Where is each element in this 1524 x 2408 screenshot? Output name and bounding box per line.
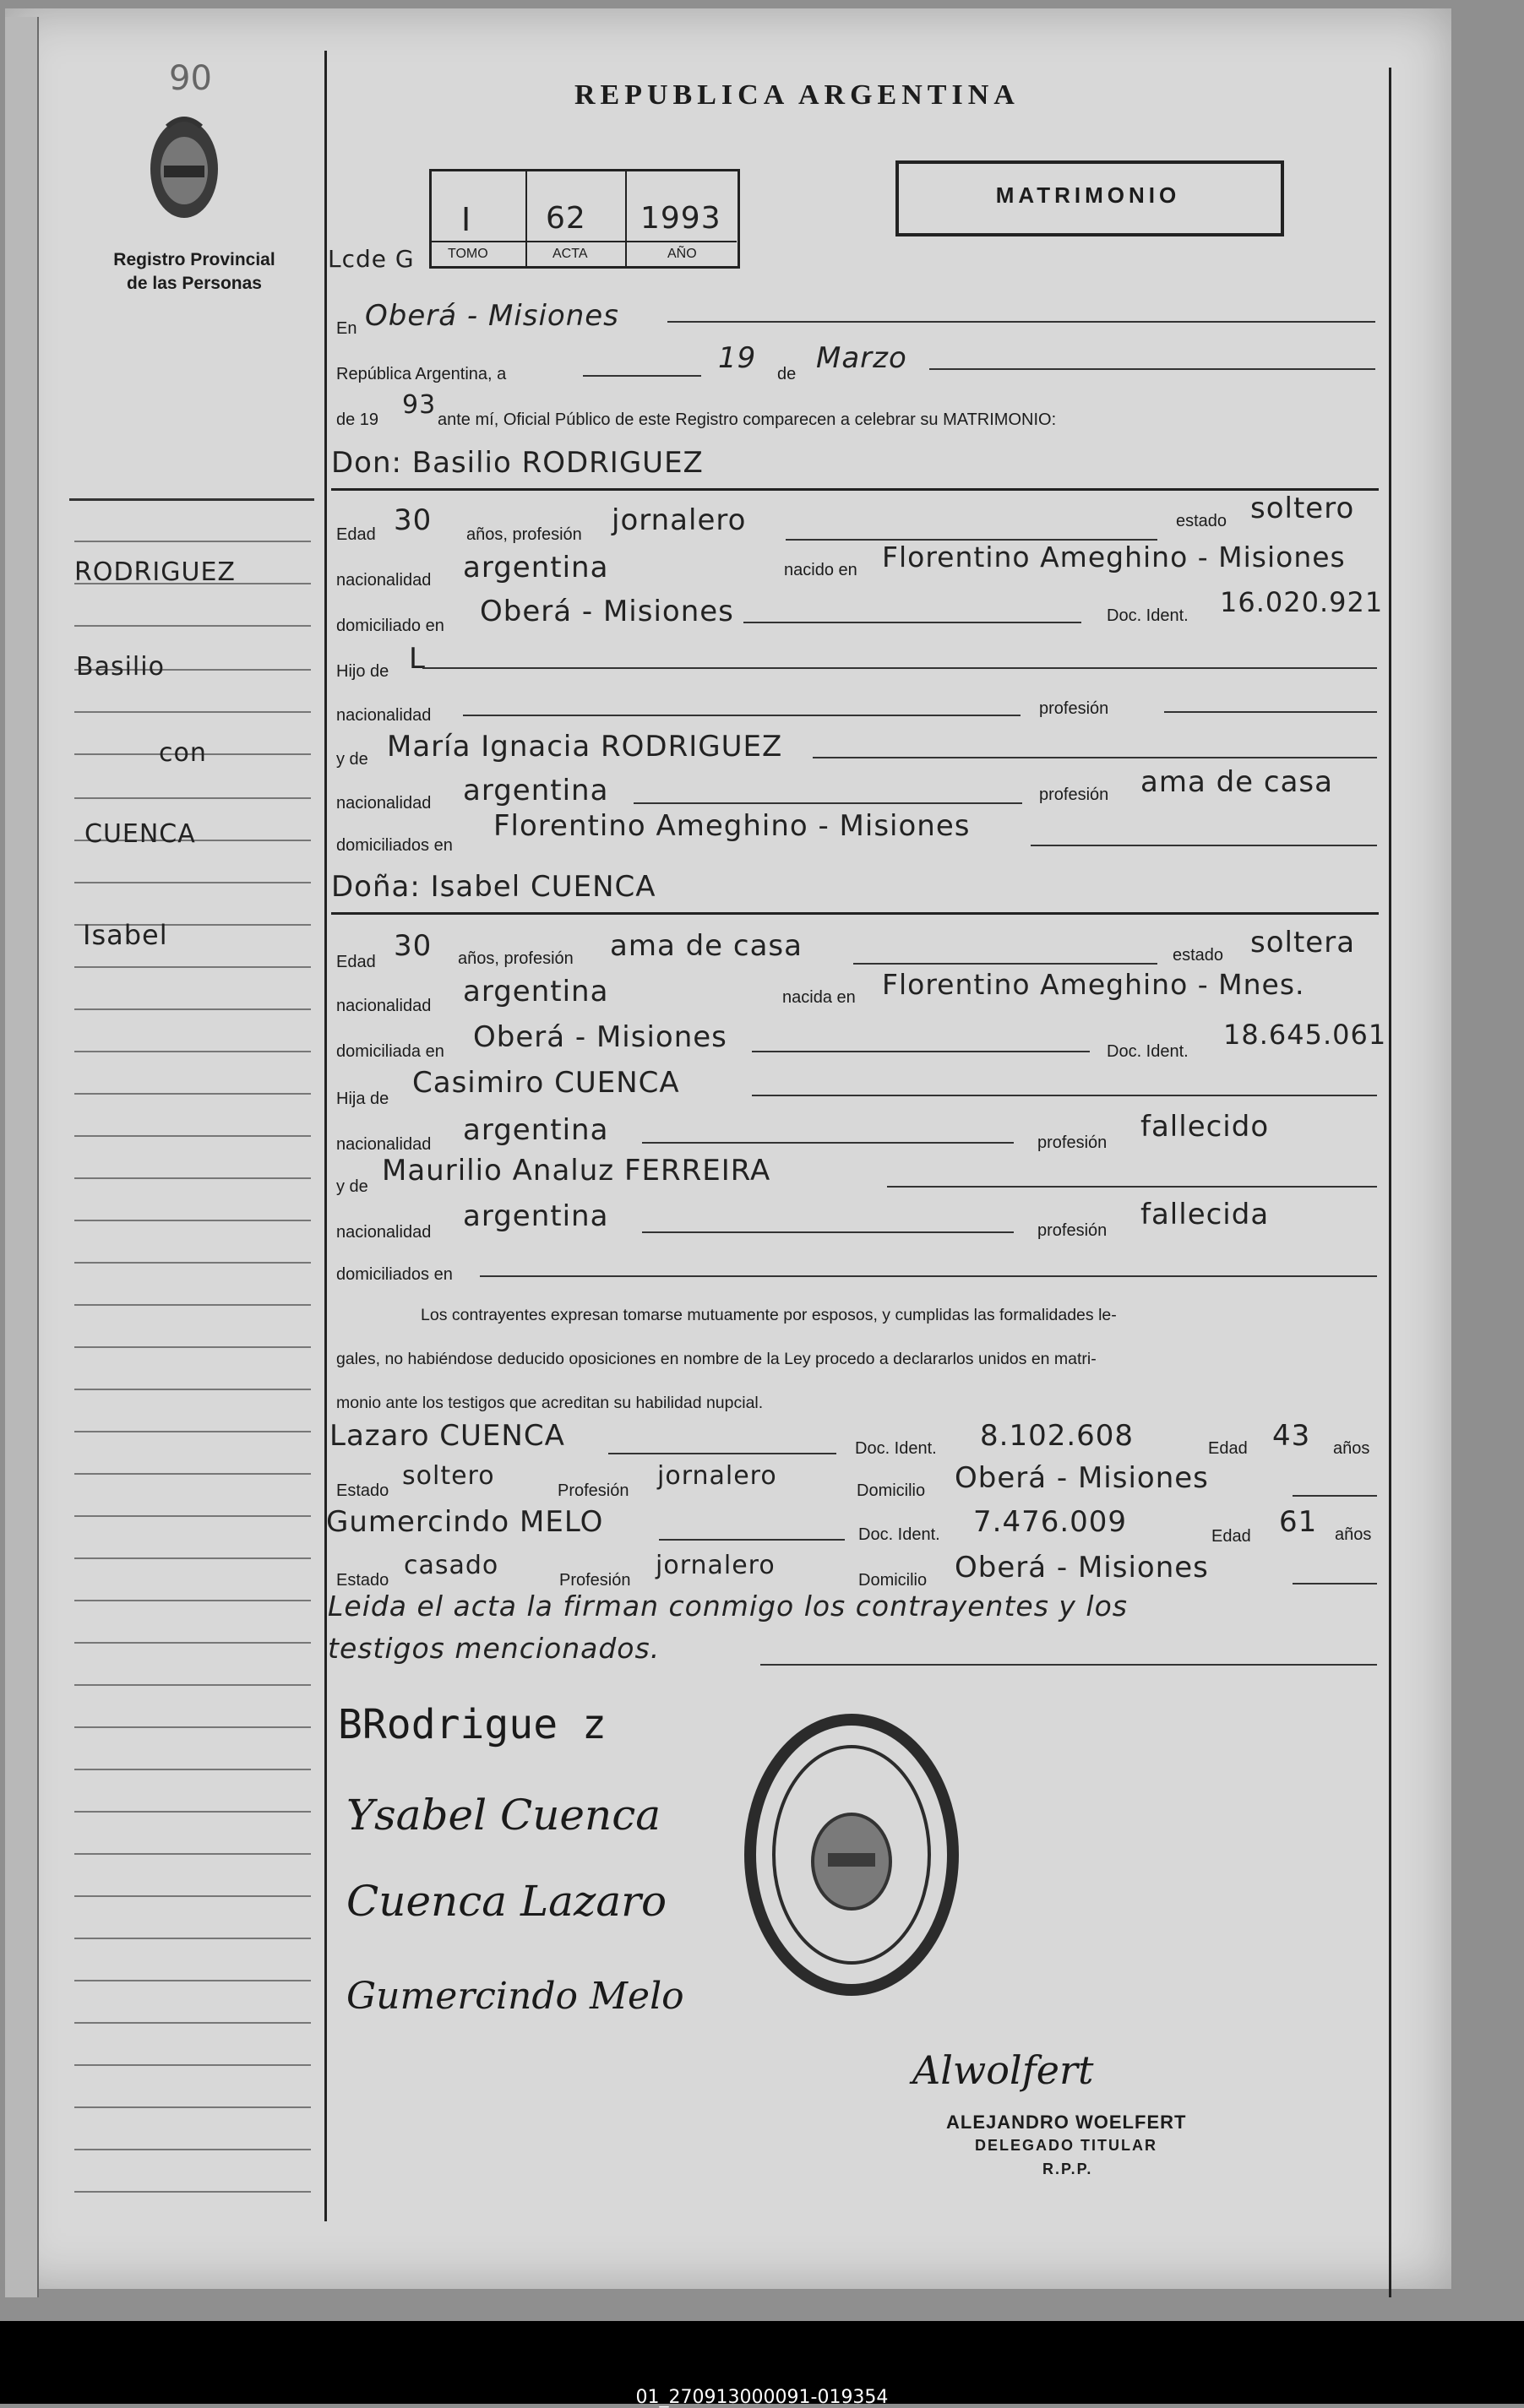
bride-father: Casimiro CUENCA xyxy=(412,1066,680,1100)
groom-hijo-label: Hijo de xyxy=(336,662,389,681)
bride-estado-label: estado xyxy=(1173,946,1224,965)
margin-rule xyxy=(74,1938,311,1939)
margin-rule xyxy=(74,1008,311,1010)
acta-label: ACTA xyxy=(552,247,588,261)
groom-profession: jornalero xyxy=(612,503,747,537)
margin-rule xyxy=(74,625,311,627)
margin-rule xyxy=(74,1389,311,1390)
bride-mother-nat-label: nacionalidad xyxy=(336,1223,432,1242)
margin-rule xyxy=(74,1262,311,1264)
margin-rule xyxy=(74,1895,311,1897)
rule xyxy=(1293,1583,1377,1584)
witness2-age: 61 xyxy=(1279,1505,1318,1539)
republica-label: República Argentina, a xyxy=(336,365,507,383)
bride-signature: Ysabel Cuenca xyxy=(346,1791,661,1840)
rule xyxy=(634,802,1022,804)
bride-estado: soltera xyxy=(1250,926,1356,959)
bride-nationality: argentina xyxy=(463,975,609,1008)
rule-month xyxy=(929,368,1375,370)
margin-rule xyxy=(74,797,311,799)
rule xyxy=(422,667,1377,669)
margin-rule xyxy=(74,1726,311,1728)
margin-bride-surname: CUENCA xyxy=(84,819,196,849)
margin-rule xyxy=(74,2064,311,2066)
ano-label: AÑO xyxy=(667,247,697,261)
groom-parents-dom: Florentino Ameghino - Misiones xyxy=(493,809,971,843)
rule xyxy=(659,1539,845,1541)
witness1-name: Lazaro CUENCA xyxy=(329,1419,565,1453)
closing-line1: Leida el acta la firman conmigo los contrayentes y los xyxy=(328,1590,1128,1623)
book-spine xyxy=(5,17,39,2297)
bride-birthplace: Florentino Ameghino - Mnes. xyxy=(882,968,1305,1001)
bride-age: 30 xyxy=(394,929,433,963)
margin-conj: con xyxy=(159,738,207,768)
witness2-name: Gumercindo MELO xyxy=(326,1505,604,1539)
bride-mother-nat: argentina xyxy=(463,1199,609,1233)
bride-anos-profesion: años, profesión xyxy=(458,949,574,968)
rule xyxy=(743,622,1081,623)
bride-domicile: Oberá - Misiones xyxy=(473,1020,727,1054)
groom-mother-nat-label: nacionalidad xyxy=(336,794,432,813)
bride-edad-label: Edad xyxy=(336,953,376,971)
margin-rule xyxy=(74,711,311,713)
groom-birthplace: Florentino Ameghino - Misiones xyxy=(882,541,1346,573)
bride-mother-prof: fallecida xyxy=(1140,1198,1270,1231)
ano-value: 1993 xyxy=(640,201,721,236)
groom-anos-profesion: años, profesión xyxy=(466,525,582,544)
margin-rule xyxy=(74,1304,311,1306)
en-label: En xyxy=(336,319,357,338)
margin-rule xyxy=(74,882,311,883)
witness2-prof-label: Profesión xyxy=(559,1571,631,1590)
witness1-profession: jornalero xyxy=(657,1461,777,1491)
bride-father-nat-label: nacionalidad xyxy=(336,1135,432,1154)
declaration-line1: Los contrayentes expresan tomarse mutuamente por esposos, y cumplidas las formalidades le- xyxy=(421,1306,1117,1324)
margin-groom-name: Basilio xyxy=(76,652,165,682)
witness2-signature: Gumercindo Melo xyxy=(346,1975,684,2018)
margin-rule xyxy=(74,2149,311,2150)
rule-en xyxy=(667,321,1375,323)
place: Oberá - Misiones xyxy=(365,299,619,333)
margin-rule xyxy=(74,1515,311,1517)
day: 19 xyxy=(718,341,757,375)
margin-rule xyxy=(74,1093,311,1095)
groom-nacido-label: nacido en xyxy=(784,561,857,579)
year-text: ante mí, Oficial Público de este Registro comparecen a celebrar su MATRIMONIO: xyxy=(438,410,1057,429)
margin-rule xyxy=(74,1051,311,1052)
margin-rule xyxy=(74,1473,311,1475)
groom-mother-prof-label: profesión xyxy=(1039,785,1109,804)
official-seal-icon xyxy=(743,1711,960,1998)
bride-parents-dom-label: domiciliados en xyxy=(336,1265,453,1284)
margin-rule xyxy=(74,1220,311,1221)
witness1-dom-label: Domicilio xyxy=(857,1481,926,1500)
bride-profession: ama de casa xyxy=(610,929,803,963)
groom-nacionalidad-label: nacionalidad xyxy=(336,571,432,590)
witness1-age: 43 xyxy=(1272,1419,1311,1453)
bride-doc: 18.645.061 xyxy=(1223,1019,1387,1051)
margin-top-rule xyxy=(69,498,314,501)
registry-name-line1: Registro Provincial xyxy=(113,250,275,269)
bride-doc-label: Doc. Ident. xyxy=(1107,1042,1189,1061)
witness2-domicile: Oberá - Misiones xyxy=(955,1551,1209,1584)
margin-rule xyxy=(74,1177,311,1179)
rule xyxy=(853,963,1157,965)
year-suffix: 93 xyxy=(402,390,437,420)
box-divider-1 xyxy=(525,169,527,266)
margin-bride-name: Isabel xyxy=(83,919,168,951)
tomo-value: I xyxy=(461,201,472,238)
groom-father-nat-label: nacionalidad xyxy=(336,706,432,725)
official-signature: Alwolfert xyxy=(912,2047,1094,2093)
groom-doc: 16.020.921 xyxy=(1220,586,1384,618)
margin-rule xyxy=(74,2106,311,2108)
groom-age: 30 xyxy=(394,503,433,537)
witness2-dom-label: Domicilio xyxy=(858,1571,928,1590)
bride-mother-prof-label: profesión xyxy=(1037,1221,1108,1240)
groom-domicile: Oberá - Misiones xyxy=(480,595,734,628)
witness1-estado: soltero xyxy=(402,1461,495,1491)
groom-domiciliado-label: domiciliado en xyxy=(336,617,444,635)
margin-rule xyxy=(74,1557,311,1559)
rule xyxy=(480,1275,1377,1277)
margin-rule xyxy=(74,1853,311,1855)
book-note: Lcde G xyxy=(328,245,415,273)
de-label: de xyxy=(777,365,797,383)
witness2-anos: años xyxy=(1335,1525,1372,1544)
witness2-profession: jornalero xyxy=(656,1551,776,1580)
rule xyxy=(887,1186,1377,1188)
margin-rule xyxy=(74,1684,311,1686)
rule xyxy=(813,757,1377,758)
month: Marzo xyxy=(816,341,907,375)
groom-title: Don: Basilio RODRIGUEZ xyxy=(331,446,704,480)
bride-mother: Maurilio Analuz FERREIRA xyxy=(382,1154,771,1188)
bride-title: Doña: Isabel CUENCA xyxy=(331,870,656,904)
rule-day xyxy=(583,375,701,377)
margin-rule xyxy=(74,1346,311,1348)
witness2-edad-label: Edad xyxy=(1211,1527,1251,1546)
rule xyxy=(608,1453,836,1454)
page-number: 90 xyxy=(169,59,212,98)
rule xyxy=(1164,711,1377,713)
groom-mother-prof: ama de casa xyxy=(1140,765,1333,799)
country-title: REPUBLICA ARGENTINA xyxy=(574,79,1020,111)
declaration-line2: gales, no habiéndose deducido oposiciones en nombre de la Ley procedo a declararlos unidos en matri- xyxy=(336,1350,1097,1368)
rule xyxy=(752,1051,1090,1052)
margin-rule xyxy=(74,1135,311,1137)
groom-father-prof-label: profesión xyxy=(1039,699,1109,718)
groom-parents-dom-label: domiciliados en xyxy=(336,836,453,855)
margin-groom-surname: RODRIGUEZ xyxy=(74,557,236,587)
groom-nationality: argentina xyxy=(463,551,609,584)
record-type-label: MATRIMONIO xyxy=(995,182,1181,208)
file-id: 01_270913000091-019354 xyxy=(635,2387,889,2408)
groom-estado-label: estado xyxy=(1176,512,1227,530)
groom-yde-label: y de xyxy=(336,750,368,769)
acta-value: 62 xyxy=(546,201,586,236)
witness2-doc: 7.476.009 xyxy=(973,1505,1128,1539)
margin-divider xyxy=(324,51,327,2221)
groom-mother-nat: argentina xyxy=(463,774,609,807)
bride-hija-label: Hija de xyxy=(336,1090,389,1108)
margin-rule xyxy=(74,1811,311,1813)
rule xyxy=(642,1142,1014,1144)
rule-bride-title xyxy=(331,912,1379,915)
witness1-anos: años xyxy=(1333,1439,1370,1458)
witness1-signature: Cuenca Lazaro xyxy=(346,1877,667,1926)
margin-rule xyxy=(74,1600,311,1601)
margin-rule xyxy=(74,1642,311,1644)
groom-mother: María Ignacia RODRIGUEZ xyxy=(387,730,783,764)
bride-nacionalidad-label: nacionalidad xyxy=(336,997,432,1015)
witness2-estado: casado xyxy=(404,1551,499,1580)
bride-father-prof-label: profesión xyxy=(1037,1133,1108,1152)
rule xyxy=(1293,1495,1377,1497)
witness1-domicile: Oberá - Misiones xyxy=(955,1461,1209,1495)
groom-father: L xyxy=(409,642,426,676)
declaration-line3: monio ante los testigos que acreditan su habilidad nupcial. xyxy=(336,1394,764,1412)
witness2-estado-label: Estado xyxy=(336,1571,389,1590)
official-name: ALEJANDRO WOELFERT xyxy=(946,2112,1187,2133)
margin-rule xyxy=(74,966,311,968)
bride-yde-label: y de xyxy=(336,1177,368,1196)
witness1-prof-label: Profesión xyxy=(558,1481,629,1500)
witness2-doc-label: Doc. Ident. xyxy=(858,1525,940,1544)
bride-father-nat: argentina xyxy=(463,1113,609,1147)
rule-groom-title xyxy=(331,488,1379,491)
box-label-line xyxy=(429,241,737,242)
box-divider-2 xyxy=(625,169,627,266)
groom-doc-label: Doc. Ident. xyxy=(1107,606,1189,625)
year-prefix: de 19 xyxy=(336,410,379,429)
margin-rule xyxy=(74,1980,311,1981)
margin-rule xyxy=(74,1431,311,1432)
bride-nacida-label: nacida en xyxy=(782,988,856,1007)
rule xyxy=(463,715,1021,716)
margin-rule xyxy=(74,1769,311,1770)
official-office: R.P.P. xyxy=(1042,2161,1093,2177)
official-title: DELEGADO TITULAR xyxy=(975,2137,1157,2154)
right-border xyxy=(1389,68,1391,2297)
registry-name-line2: de las Personas xyxy=(127,274,262,293)
closing-line2: testigos mencionados. xyxy=(328,1632,661,1665)
rule xyxy=(752,1095,1377,1096)
margin-rule xyxy=(74,2022,311,2024)
witness1-edad-label: Edad xyxy=(1208,1439,1248,1458)
rule xyxy=(642,1231,1014,1233)
margin-rule xyxy=(74,541,311,542)
bride-father-prof: fallecido xyxy=(1140,1110,1270,1144)
witness1-doc: 8.102.608 xyxy=(980,1419,1135,1453)
groom-signature: BRodrigue z xyxy=(338,1701,607,1748)
margin-rule xyxy=(74,2191,311,2193)
groom-estado: soltero xyxy=(1250,492,1355,525)
tomo-label: TOMO xyxy=(448,247,488,261)
rule xyxy=(1031,845,1377,846)
coat-of-arms-icon xyxy=(142,110,226,228)
groom-edad-label: Edad xyxy=(336,525,376,544)
witness1-doc-label: Doc. Ident. xyxy=(855,1439,937,1458)
bride-domiciliada-label: domiciliada en xyxy=(336,1042,444,1061)
rule xyxy=(760,1664,1377,1666)
witness1-estado-label: Estado xyxy=(336,1481,389,1500)
